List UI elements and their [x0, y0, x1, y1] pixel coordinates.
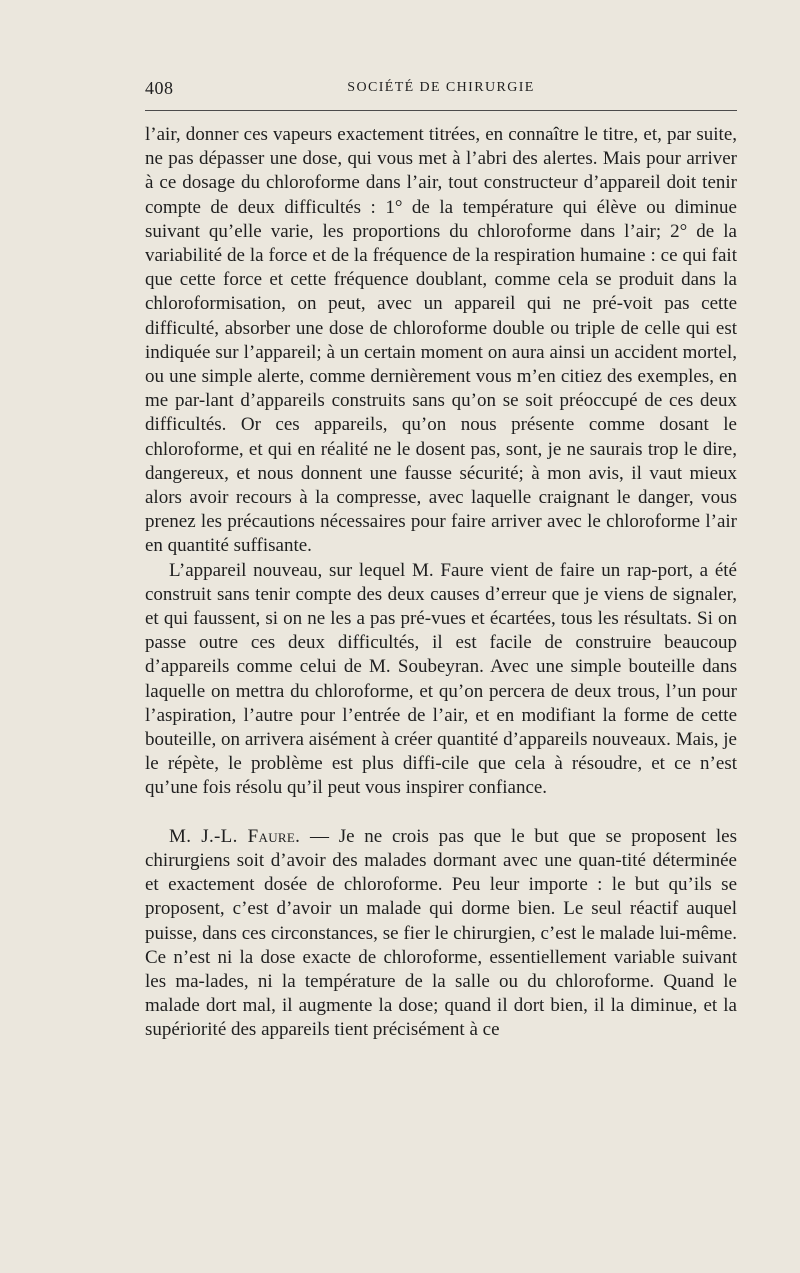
running-title: SOCIÉTÉ DE CHIRURGIE [347, 80, 535, 95]
page-header [145, 70, 737, 100]
page-number: 408 [145, 78, 174, 98]
paragraph-1: l’air, donner ces vapeurs exactement titrées, en connaître le titre, et, par suite, ne pas dépasser une dose, qui vous met à l’abri des alertes. Mais pour arriver à ce dosage du chloroforme dans l’air, tout constructeur d’appareil doit tenir compte de deux difficultés : 1° de la température qui élève ou diminue suivant qu’elle varie, les proportions du chloroforme dans l’air; 2° de la variabilité de la force et de la fréquence de la respiration humaine : ce qui fait que cette force et cette fréquence doublant, comme cela se produit dans la chloroformisation, on peut, avec un appareil qui ne pré-voit pas cette difficulté, absorber une dose de chloroforme double ou triple de celle qui est indiquée sur l’appareil; à un certain moment on aura ainsi un accident mortel, ou une simple alerte, comme dernièrement vous m’en citiez des exemples, en me par-lant d’appareils construits sans qu’on se soit préoccupé de ces deux difficultés. Or ces appareils, qu’on nous présente comme dosant le chloroforme, et qui en réalité ne le dosent pas, sont, je ne saurais trop le dire, dangereux, et nous donnent une fausse sécurité; à mon avis, il vaut mieux alors avoir recours à la compresse, avec laquelle craignant le danger, vous prenez les précautions nécessaires pour faire arriver avec le chloroforme l’air en quantité suffisante. [145, 124, 737, 557]
paragraph-3 [145, 825, 737, 1043]
speaker-name: M. J.-L. Faure. [169, 825, 301, 847]
page-content [145, 123, 737, 1043]
header-rule [145, 110, 737, 111]
paragraph-3-text: — Je ne crois pas que le but que se proposent les chirurgiens soit d’avoir des malades dormant avec une quan-tité déterminée et exactement dosée de chloroforme. Peu leur importe : le but qu’ils se proposent, c’est d’avoir un malade qui dorme bien. Le seul réactif auquel puisse, dans ces circonstances, se fier le chirurgien, c’est le malade lui-même. Ce n’est ni la dose exacte de chloroforme, essentiellement variable suivant les ma-lades, ni la température de la salle ou du chloroforme. Quand le malade dort mal, il augmente la dose; quand il dort bien, il la diminue, et la supériorité des appareils tient précisément à ce [145, 825, 737, 1041]
paragraph-2: L’appareil nouveau, sur lequel M. Faure vient de faire un rap-port, a été construit sans tenir compte des deux causes d’erreur que je viens de signaler, et qui faussent, si on ne les a pas pré-vues et écartées, tous les résultats. Si on passe outre ces deux difficultés, il est facile de construire beaucoup d’appareils comme celui de M. Soubeyran. Avec une simple bouteille dans laquelle on mettra du chloroforme, et qu’on percera de deux trous, l’un pour l’aspiration, l’autre pour l’entrée de l’air, et en modifiant la forme de cette bouteille, on arrivera aisément à créer quantité d’appareils nouveaux. Mais, je le répète, le problème est plus diffi-cile que cela à résoudre, et ce n’est qu’une fois résolu qu’il peut vous inspirer confiance. [145, 559, 737, 799]
